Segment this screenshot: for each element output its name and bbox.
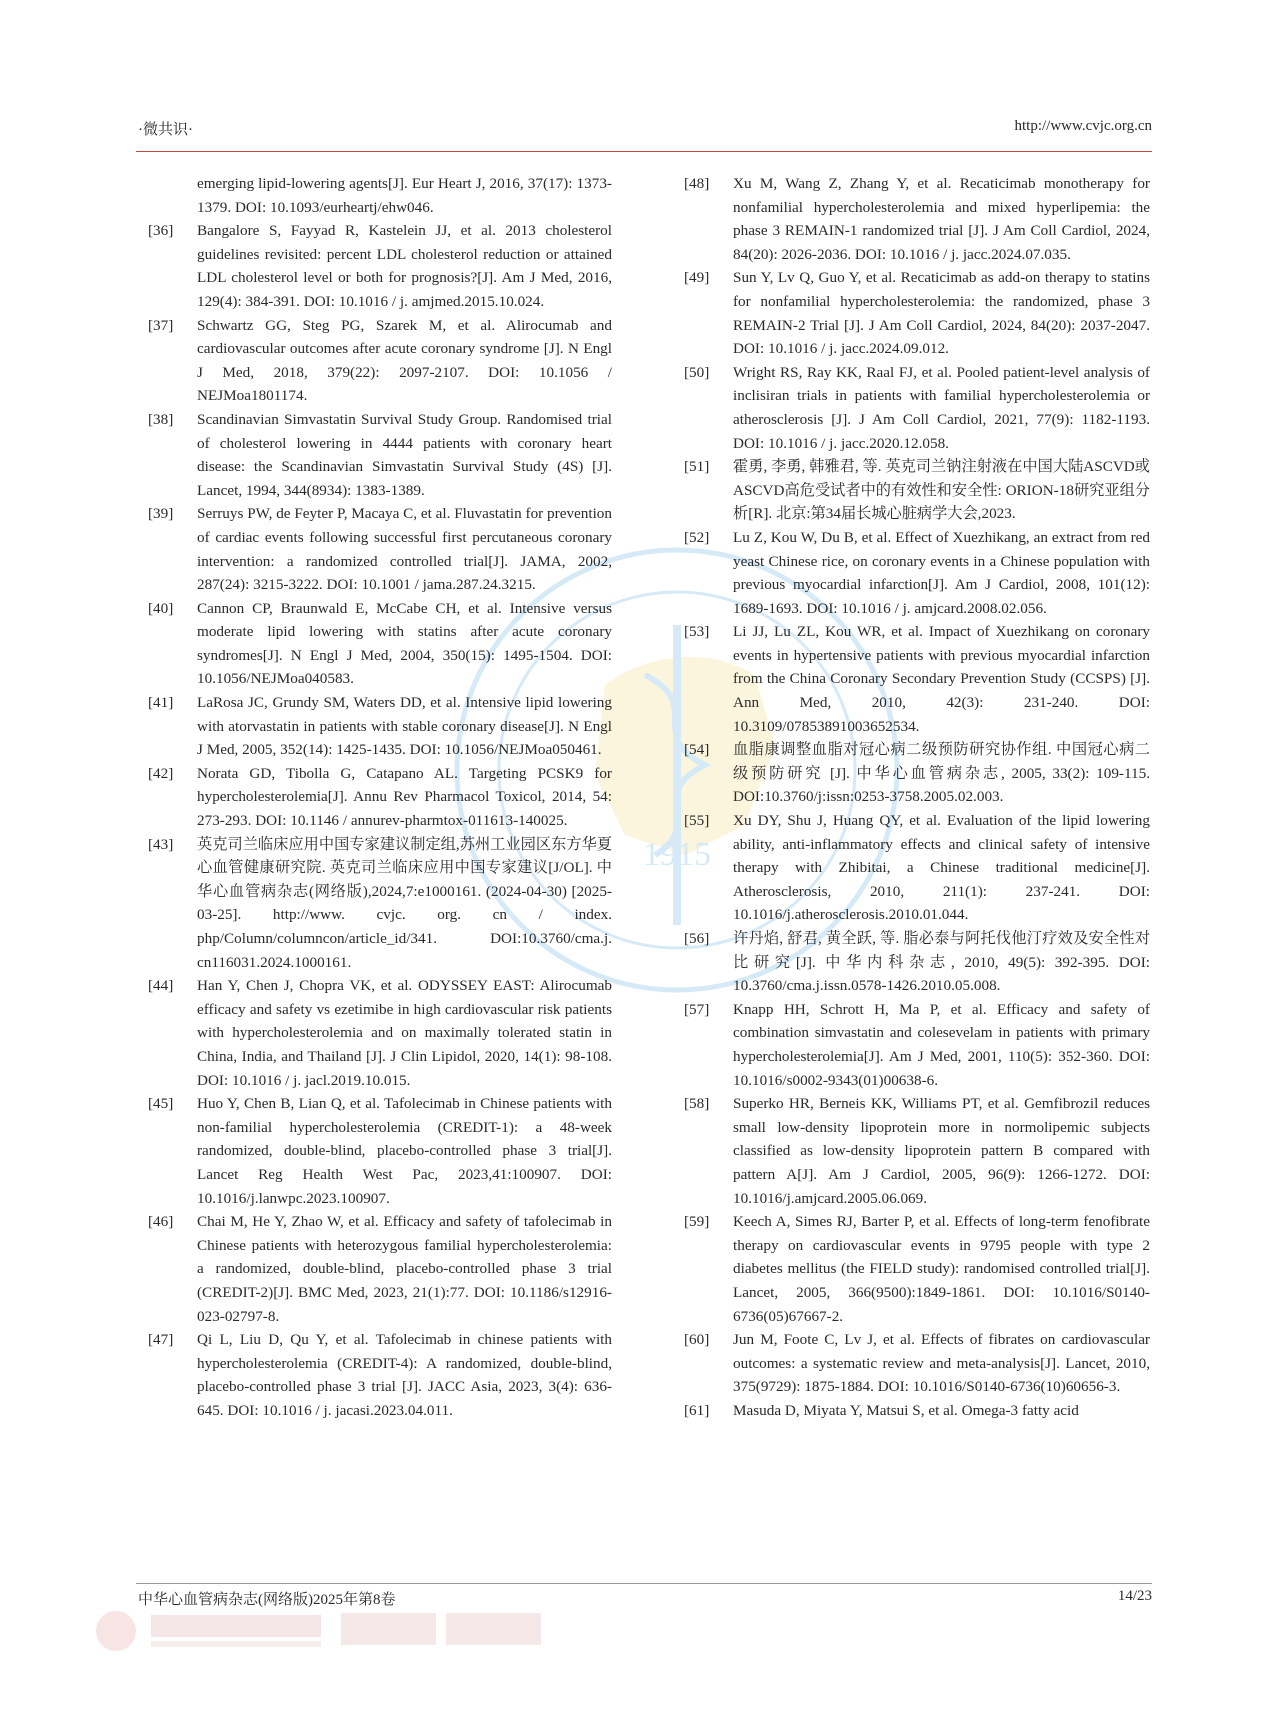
reference-text: Lu Z, Kou W, Du B, et al. Effect of Xuezhikang, an extract from red yeast Chinese rice, on coronary events in a Chinese population with previous myocardial infarction[J]. Am J Cardiol, 2008, 101(12): 1689-1693. DOI: 10.1016 / j. amjcard.2008.02.056. bbox=[733, 528, 1150, 617]
reference-item bbox=[684, 266, 1150, 360]
reference-column-right bbox=[684, 172, 1150, 1422]
reference-item bbox=[684, 1399, 1150, 1423]
reference-item bbox=[684, 172, 1150, 266]
reference-number: [59] bbox=[684, 1213, 710, 1231]
reference-number: [36] bbox=[148, 222, 174, 240]
reference-text: 霍勇, 李勇, 韩雅君, 等. 英克司兰钠注射液在中国大陆ASCVD或ASCVD高危受试者中的有效性和安全性: ORION-18研究亚组分析[R]. 北京:第34届长城心脏病学大会,2023. bbox=[733, 458, 1150, 523]
reference-item bbox=[684, 526, 1150, 620]
footer-divider bbox=[136, 1583, 1152, 1584]
reference-item bbox=[148, 502, 612, 596]
reference-number: [48] bbox=[684, 175, 710, 192]
reference-text: Wright RS, Ray KK, Raal FJ, et al. Pooled patient-level analysis of inclisiran trials in patients with familial hypercholesterolemia or atherosclerosis [J]. J Am Coll Cardiol, 2021, 77(9): 1182-1193. DOI: 10.1016 / j. jacc.2020.12.058. bbox=[733, 363, 1150, 452]
reference-item bbox=[148, 762, 612, 833]
reference-text: Cannon CP, Braunwald E, McCabe CH, et al. Intensive versus moderate lipid lowering with statins after acute coronary syndromes[J]. N Engl J Med, 2004, 350(15): 1495-1504. DOI: 10.1056/NEJMoa040583. bbox=[197, 599, 612, 688]
reference-text: Superko HR, Berneis KK, Williams PT, et al. Gemfibrozil reduces small low-density lipoprotein more in normolipemic subjects classified as low-density lipoprotein pattern B compared with pattern A[J]. Am J Cardiol, 2005, 96(9): 1266-1272. DOI: 10.1016/j.amjcard.2005.06.069. bbox=[733, 1095, 1150, 1207]
reference-number: [49] bbox=[684, 269, 710, 287]
reference-item bbox=[684, 361, 1150, 455]
reference-text: 英克司兰临床应用中国专家建议制定组,苏州工业园区东方华夏心血管健康研究院. 英克司兰临床应用中国专家建议[J/OL]. 中华心血管病杂志(网络版),2024,7:e1000161. (2024-04-30) [2025-03-25]. http://www. cvjc. org. cn / index. php/Column/columncon/article_id/341. DOI:10.3760/cma.j. cn116031.2024.1000161. bbox=[197, 835, 612, 971]
reference-text: Sun Y, Lv Q, Guo Y, et al. Recaticimab as add-on therapy to statins for nonfamilial hypercholesterolemia: the randomized, phase 3 REMAIN-2 Trial [J]. J Am Coll Cardiol, 2024, 84(20): 2037-2047. DOI: 10.1016 / j. jacc.2024.09.012. bbox=[733, 269, 1150, 358]
section-label: ·微共识· bbox=[138, 122, 193, 138]
reference-item bbox=[684, 620, 1150, 738]
reference-item bbox=[148, 1092, 612, 1210]
footer-journal-issue: 中华心血管病杂志(网络版)2025年第8卷 bbox=[138, 1592, 396, 1608]
reference-item bbox=[148, 219, 612, 313]
reference-text: Han Y, Chen J, Chopra VK, et al. ODYSSEY EAST: Alirocumab efficacy and safety vs ezetimibe in high cardiovascular risk patients with hypercholesterolemia and on maximally tolerated statin in China, India, and Thailand [J]. J Clin Lipidol, 2020, 14(1): 98-108. DOI: 10.1016 / j. jacl.2019.10.015. bbox=[197, 977, 612, 1089]
reference-text: Jun M, Foote C, Lv J, et al. Effects of fibrates on cardiovascular outcomes: a systematic review and meta-analysis[J]. Lancet, 2010, 375(9729): 1875-1884. DOI: 10.1016/S0140-6736(10)60656-3. bbox=[733, 1331, 1150, 1396]
reference-item bbox=[684, 1092, 1150, 1210]
reference-number: [38] bbox=[148, 410, 174, 428]
reference-text: LaRosa JC, Grundy SM, Waters DD, et al. Intensive lipid lowering with atorvastatin in patients with stable coronary disease[J]. N Engl J Med, 2005, 352(14): 1425-1435. DOI: 10.1056/NEJMoa050461. bbox=[197, 694, 612, 759]
reference-item bbox=[148, 1328, 612, 1422]
reference-number: [39] bbox=[148, 505, 174, 523]
reference-number: [57] bbox=[684, 1000, 710, 1018]
header-divider bbox=[136, 151, 1152, 152]
reference-number: [51] bbox=[684, 458, 710, 476]
reference-item bbox=[148, 1210, 612, 1328]
reference-text: Serruys PW, de Feyter P, Macaya C, et al. Fluvastatin for prevention of cardiac events following successful first percutaneous coronary intervention: a randomized controlled trial[J]. JAMA, 2002, 287(24): 3215-3222. DOI: 10.1001 / jama.287.24.3215. bbox=[197, 505, 612, 594]
reference-number: [52] bbox=[684, 528, 710, 546]
reference-number: [42] bbox=[148, 764, 174, 782]
reference-item bbox=[684, 1328, 1150, 1399]
reference-number: [50] bbox=[684, 363, 710, 381]
reference-number: [47] bbox=[148, 1331, 174, 1349]
reference-number: [56] bbox=[684, 930, 710, 947]
reference-number: [40] bbox=[148, 599, 174, 617]
reference-text: Keech A, Simes RJ, Barter P, et al. Effects of long-term fenofibrate therapy on cardiovascular events in 9795 people with type 2 diabetes mellitus (the FIELD study): randomised controlled trial[J]. Lancet, 2005, 366(9500):1849-1861. DOI: 10.1016/S0140-6736(05)67667-2. bbox=[733, 1213, 1150, 1325]
reference-item bbox=[684, 998, 1150, 1092]
reference-item bbox=[148, 314, 612, 408]
reference-text: Knapp HH, Schrott H, Ma P, et al. Efficacy and safety of combination simvastatin and colesevelam in patients with primary hypercholesterolemia[J]. Am J Med, 2001, 110(5): 352-360. DOI: 10.1016/s0002-9343(01)00638-6. bbox=[733, 1000, 1150, 1089]
publishing-house-logo bbox=[86, 1603, 566, 1658]
reference-column-left bbox=[148, 172, 612, 1422]
reference-number: [37] bbox=[148, 316, 174, 334]
reference-number: [41] bbox=[148, 694, 174, 712]
reference-item bbox=[148, 833, 612, 975]
reference-number: [58] bbox=[684, 1095, 710, 1113]
reference-item bbox=[148, 691, 612, 762]
reference-number: [55] bbox=[684, 812, 710, 830]
reference-text: Bangalore S, Fayyad R, Kastelein JJ, et al. 2013 cholesterol guidelines revisited: percent LDL cholesterol reduction or attained LDL cholesterol level or both for prognosis?[J]. Am J Med, 2016, 129(4): 384-391. DOI: 10.1016 / j. amjmed.2015.10.024. bbox=[197, 222, 612, 310]
reference-item bbox=[684, 927, 1150, 998]
reference-number: [53] bbox=[684, 623, 710, 641]
reference-item: emerging lipid-lowering agents[J]. Eur Heart J, 2016, 37(17): 1373-1379. DOI: 10.1093/eurheartj/ehw046. bbox=[197, 175, 612, 216]
reference-text: Qi L, Liu D, Qu Y, et al. Tafolecimab in chinese patients with hypercholesterolemia (CREDIT-4): A randomized, double-blind, placebo-controlled phase 3 trial [J]. JACC Asia, 2023, 3(4): 636-645. DOI: 10.1016 / j. jacasi.2023.04.011. bbox=[197, 1331, 612, 1419]
reference-item bbox=[148, 597, 612, 691]
reference-item bbox=[684, 738, 1150, 809]
reference-text: Xu DY, Shu J, Huang QY, et al. Evaluation of the lipid lowering ability, anti-inflammatory effects and clinical safety of intensive therapy with Zhibitai, a Chinese traditional medicine[J]. Atherosclerosis, 2010, 211(1): 237-241. DOI: 10.1016/j.atherosclerosis.2010.01.044. bbox=[733, 812, 1150, 924]
reference-text: Masuda D, Miyata Y, Matsui S, et al. Omega-3 fatty acid bbox=[733, 1401, 1079, 1419]
page-number: 14/23 bbox=[1117, 1588, 1152, 1604]
reference-number: [44] bbox=[148, 977, 174, 995]
reference-text: Scandinavian Simvastatin Survival Study Group. Randomised trial of cholesterol lowering in 4444 patients with coronary heart disease: the Scandinavian Simvastatin Survival Study (4S) [J]. Lancet, 1994, 344(8934): 1383-1389. bbox=[197, 410, 612, 499]
reference-text: 许丹焰, 舒君, 黄全跃, 等. 脂必泰与阿托伐他汀疗效及安全性对比研究[J]. 中华内科杂志, 2010, 49(5): 392-395. DOI: 10.3760/cma.j.issn.0578-1426.2010.05.008. bbox=[733, 930, 1150, 995]
reference-text: Schwartz GG, Steg PG, Szarek M, et al. Alirocumab and cardiovascular outcomes after acute coronary syndrome [J]. N Engl J Med, 2018, 379(22): 2097-2107. DOI: 10.1056 / NEJMoa1801174. bbox=[197, 316, 612, 405]
seal-year: 1915 bbox=[643, 836, 711, 873]
reference-item bbox=[684, 1210, 1150, 1328]
reference-text: Chai M, He Y, Zhao W, et al. Efficacy and safety of tafolecimab in Chinese patients with heterozygous familial hypercholesterolemia: a randomized, double-blind, placebo-controlled phase 3 trial (CREDIT-2)[J]. BMC Med, 2023, 21(1):77. DOI: 10.1186/s12916-023-02797-8. bbox=[197, 1213, 612, 1325]
reference-text: Xu M, Wang Z, Zhang Y, et al. Recaticimab monotherapy for nonfamilial hypercholesterolemia and mixed hyperlipemia: the phase 3 REMAIN-1 randomized trial [J]. J Am Coll Cardiol, 2024, 84(20): 2026-2036. DOI: 10.1016 / j. jacc.2024.07.035. bbox=[733, 175, 1150, 263]
reference-number: [43] bbox=[148, 835, 174, 853]
reference-text: Li JJ, Lu ZL, Kou WR, et al. Impact of Xuezhikang on coronary events in hypertensive patients with previous myocardial infarction from the China Coronary Secondary Prevention Study (CCSPS) [J]. Ann Med, 2010, 42(3): 231-240. DOI: 10.3109/07853891003652534. bbox=[733, 623, 1150, 735]
reference-item bbox=[684, 455, 1150, 526]
reference-number: [45] bbox=[148, 1095, 174, 1113]
reference-text: Norata GD, Tibolla G, Catapano AL. Targeting PCSK9 for hypercholesterolemia[J]. Annu Rev Pharmacol Toxicol, 2014, 54: 273-293. DOI: 10.1146 / annurev-pharmtox-011613-140025. bbox=[197, 764, 612, 830]
reference-number: [54] bbox=[684, 741, 710, 759]
reference-item bbox=[148, 408, 612, 502]
reference-number: [60] bbox=[684, 1331, 710, 1349]
reference-number: [61] bbox=[684, 1401, 710, 1419]
reference-item bbox=[148, 974, 612, 1092]
reference-number: [46] bbox=[148, 1213, 174, 1231]
reference-item bbox=[684, 809, 1150, 927]
journal-url[interactable]: http://www.cvjc.org.cn bbox=[1014, 118, 1152, 134]
reference-text: Huo Y, Chen B, Lian Q, et al. Tafolecimab in Chinese patients with non-familial hypercholesterolemia (CREDIT-1): a 48-week randomized, double-blind, placebo-controlled phase 3 trial[J]. Lancet Reg Health West Pac, 2023,41:100907. DOI: 10.1016/j.lanwpc.2023.100907. bbox=[197, 1095, 612, 1207]
reference-text: 血脂康调整血脂对冠心病二级预防研究协作组. 中国冠心病二级预防研究 [J]. 中华心血管病杂志, 2005, 33(2): 109-115. DOI:10.3760/j:issn:0253-3758.2005.02.003. bbox=[733, 741, 1150, 806]
